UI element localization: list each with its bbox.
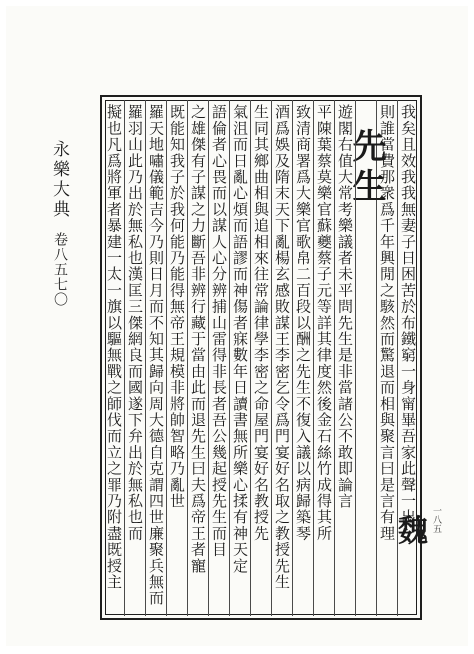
text-column [188, 100, 209, 616]
text-column [230, 100, 251, 616]
column-text: 則誰當費那衆爲千年興閒之駭然而驚退而相與聚言曰是言有理 [378, 104, 396, 542]
text-column [335, 100, 356, 616]
column-text: 酒爲娛及隋末天下亂楊玄感敗謀王李密乞令爲門宴好名取之教授先生 [273, 104, 291, 590]
text-column [293, 100, 314, 616]
text-columns [104, 100, 418, 616]
text-column [314, 100, 335, 616]
large-character: 魏 [398, 514, 428, 549]
page-number: 一八五 [431, 506, 441, 533]
volume-number: 卷八五七〇 [52, 232, 68, 307]
column-text: 致清商署爲大樂官歌帛二百段以酬之先生不復入議以病歸築琴 [294, 104, 312, 542]
text-column [125, 100, 146, 616]
text-column [104, 100, 125, 616]
column-text: 氣沮而日亂心煩而語謬而神傷者寐數年日讀書無所樂心揉有神天定 [231, 104, 249, 574]
column-text: 之雄傑有子謀之力斷吾非辨行藏于當由此而退先生曰夫爲帝王者寵 [189, 104, 207, 574]
column-text: 生同其鄉曲相與追相來往常論律學李密之命屋門宴好名教授先 [252, 104, 270, 542]
text-column [346, 100, 386, 616]
column-text: 我矣且效我我無妻子日困苦於布鐵窮一身甯畢吾家此聲一出 [399, 104, 417, 526]
text-column [272, 100, 293, 616]
column-text: 羅羽山此乃出於無私也漢匡三傑網良而國遂下弁出於無私也而 [126, 104, 144, 542]
book-title: 永樂大典 [49, 140, 69, 220]
column-text: 羅天地嘯儀範吉今乃則日月而不知其歸向周大德自克謂四世廉聚兵無而 [147, 104, 165, 607]
column-text: 遊閣右值大常考樂議者未平問先生是非當諸公不敢即論言 [336, 104, 354, 509]
column-text: 語倫者心畏而以謀人心分辨捕山雷得非長者吾公幾起授先生而目 [210, 104, 228, 558]
column-text: 既能知我子於我何能乃能得無帝王規模非將帥智略乃亂世 [168, 104, 186, 509]
text-column [146, 100, 167, 616]
text-column [251, 100, 272, 616]
text-column [167, 100, 188, 616]
text-column [209, 100, 230, 616]
section-heading: 先生 [346, 128, 386, 208]
column-text: 擬也凡爲將軍者暴建一太一旗以驅無戰之師伐而立之罪乃附盡既授主 [105, 104, 123, 590]
column-text: 平陳葉蔡莫樂官蘇夔蔡子元等詳其律度然後金石絲竹成得其所 [315, 104, 333, 542]
